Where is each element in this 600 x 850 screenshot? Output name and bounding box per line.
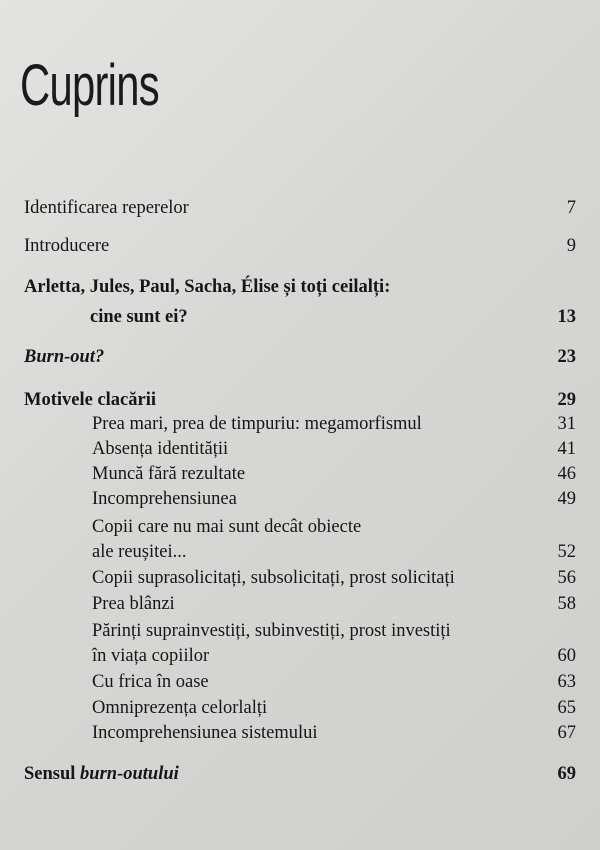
toc-entry-label: Burn-out? [24, 347, 105, 367]
toc-page-number: 49 [557, 489, 576, 509]
toc-entry [0, 411, 600, 437]
toc-entry [0, 436, 600, 462]
toc-entry [0, 344, 600, 370]
toc-entry [0, 591, 600, 617]
toc-entry-label: Copii care nu mai sunt decât obiecte [92, 517, 362, 537]
toc-entry [0, 643, 600, 669]
toc-entry [0, 387, 600, 413]
toc-entry-label: Identificarea reperelor [24, 198, 189, 218]
toc-page-number: 60 [557, 646, 576, 666]
toc-page-number: 65 [557, 698, 576, 718]
toc-entry-label: Muncă fără rezultate [92, 464, 246, 484]
toc-entry-label: Copii suprasolicitați, subsolicitați, prost solicitați [92, 568, 455, 588]
toc-entry-label-prefix: Sensul [24, 764, 81, 784]
toc-entry [0, 539, 600, 565]
toc-entry-label: Omniprezența celorlalți [92, 698, 268, 718]
toc-entry [0, 514, 600, 540]
toc-entry-label: Incomprehensiunea [92, 489, 237, 509]
toc-entry [0, 565, 600, 591]
toc-entry-label: Introducere [24, 236, 110, 256]
page-title: Cuprins [20, 53, 159, 118]
toc-page-number: 69 [557, 764, 576, 784]
toc-entry-label-emphasis: burn-outului [80, 764, 179, 784]
toc-entry-label: Absența identității [92, 439, 229, 459]
toc-page-number: 58 [557, 594, 576, 614]
toc-entry [0, 669, 600, 695]
toc-entry-label: în viața copiilor [92, 646, 210, 666]
toc-entry [0, 486, 600, 512]
toc-entry [0, 274, 600, 300]
toc-page-number: 13 [557, 307, 576, 327]
toc-entry-label: Părinți suprainvestiți, subinvestiți, prost investiți [92, 621, 451, 641]
toc-entry [0, 304, 600, 330]
toc-entry-label: Arletta, Jules, Paul, Sacha, Élise și toți ceilalți: [24, 277, 391, 297]
toc-entry-label: cine sunt ei? [90, 307, 188, 327]
toc-entry [0, 761, 600, 787]
toc-entry-label: Incomprehensiunea sistemului [92, 723, 318, 743]
toc-page-number: 9 [566, 236, 576, 256]
toc-entry-label: ale reușitei... [92, 542, 187, 562]
toc-entry-label: Cu frica în oase [92, 672, 209, 692]
toc-page-number: 29 [557, 390, 576, 410]
toc-page-number: 67 [557, 723, 576, 743]
toc-page-number: 7 [566, 198, 576, 218]
toc-page-number: 23 [557, 347, 576, 367]
toc-page-number: 52 [557, 542, 576, 562]
toc-entry [0, 695, 600, 721]
toc-page-number: 41 [557, 439, 576, 459]
toc-entry-label [24, 761, 179, 787]
toc-entry [0, 461, 600, 487]
toc-entry [0, 618, 600, 644]
toc-page-number: 56 [557, 568, 576, 588]
toc-entry [0, 720, 600, 746]
toc-page-number: 63 [557, 672, 576, 692]
toc-entry [0, 195, 600, 221]
toc-entry [0, 233, 600, 259]
toc-entry-label: Motivele clacării [24, 390, 157, 410]
toc-entry-label: Prea blânzi [92, 594, 175, 614]
toc-page-number: 46 [557, 464, 576, 484]
toc-page-number: 31 [557, 414, 576, 434]
toc-entry-label: Prea mari, prea de timpuriu: megamorfismul [92, 414, 422, 434]
